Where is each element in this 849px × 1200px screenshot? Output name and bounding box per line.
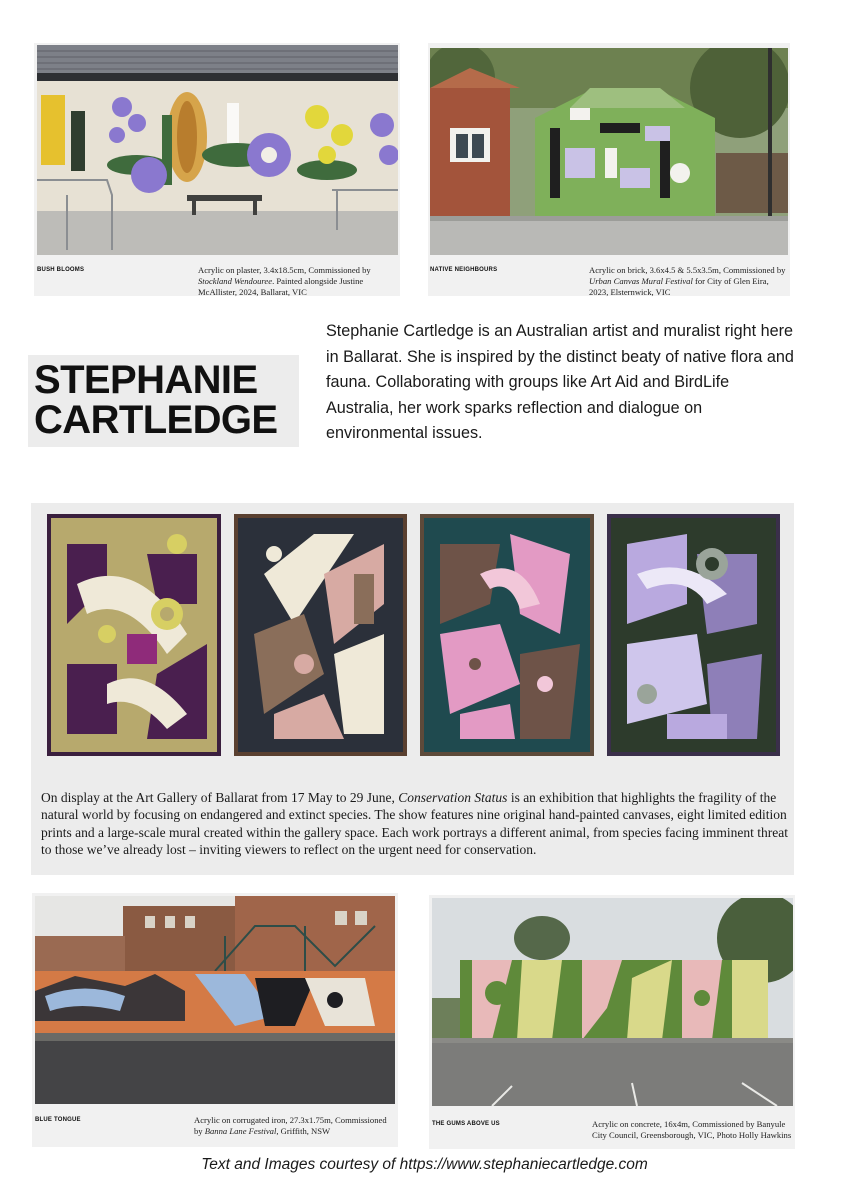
- logo-line-2: CARTLEDGE: [34, 398, 278, 442]
- gums-above-us-card: [429, 895, 795, 1149]
- bush-blooms-photo: [37, 45, 398, 255]
- gums-above-us-title: THE GUMS ABOVE US: [432, 1121, 500, 1127]
- bush-blooms-title: BUSH BLOOMS: [37, 267, 85, 273]
- artist-logo: [28, 355, 299, 447]
- canvas-painting-2: [234, 514, 407, 756]
- canvas-painting-1: [47, 514, 221, 756]
- canvas-painting-4: [607, 514, 780, 756]
- native-neighbours-title: NATIVE NEIGHBOURS: [430, 267, 498, 273]
- exhibition-description: On display at the Art Gallery of Ballarat from 17 May to 29 June, Conservation Status is an exhibition that highlights the fragility of the natural world by focusing on endangered and extinct species. The show features nine original hand-painted canvases, eight limited edition prints and a large-scale mural created within the gallery space. Each work portrays a different animal, from species facing imminent threat to those we’ve already lost – inviting viewers to reflect on the urgent need for conservation.: [41, 790, 788, 857]
- blue-tongue-card: [32, 893, 398, 1147]
- blue-tongue-description: Acrylic on corrugated iron, 27.3x1.75m, Commissioned by Banna Lane Festival, Griffith, NSW: [194, 1115, 387, 1136]
- gums-above-us-photo: [432, 898, 793, 1106]
- canvas-painting-3: [420, 514, 594, 756]
- footer-credit: Text and Images courtesy of https://www.stephaniecartledge.com: [201, 1156, 648, 1173]
- native-neighbours-photo: [430, 48, 788, 255]
- artist-intro: Stephanie Cartledge is an Australian artist and muralist right here in Ballarat. She is inspired by the distinct beaty of native flora and fauna. Collaborating with groups like Art Aid and BirdLife Australia, her work sparks reflection and dialogue on environmental issues.: [326, 322, 794, 442]
- bush-blooms-card: [34, 43, 400, 296]
- gums-above-us-description: Acrylic on concrete, 16x4m, Commissioned by Banyule City Council, Greensborough, VIC, Photo Holly Hawkins: [592, 1119, 792, 1140]
- bush-blooms-description: Acrylic on plaster, 3.4x18.5cm, Commissioned by Stockland Wendouree. Painted alongside Justine McAllister, 2024, Ballarat, VIC: [198, 265, 371, 297]
- logo-line-1: STEPHANIE: [34, 358, 258, 402]
- blue-tongue-photo: [35, 896, 395, 1104]
- blue-tongue-title: BLUE TONGUE: [35, 1117, 81, 1123]
- native-neighbours-description: Acrylic on brick, 3.6x4.5 & 5.5x3.5m, Commissioned by Urban Canvas Mural Festival for City of Glen Eira, 2023, Elsternwick, VIC: [589, 265, 786, 297]
- native-neighbours-card: [428, 43, 790, 296]
